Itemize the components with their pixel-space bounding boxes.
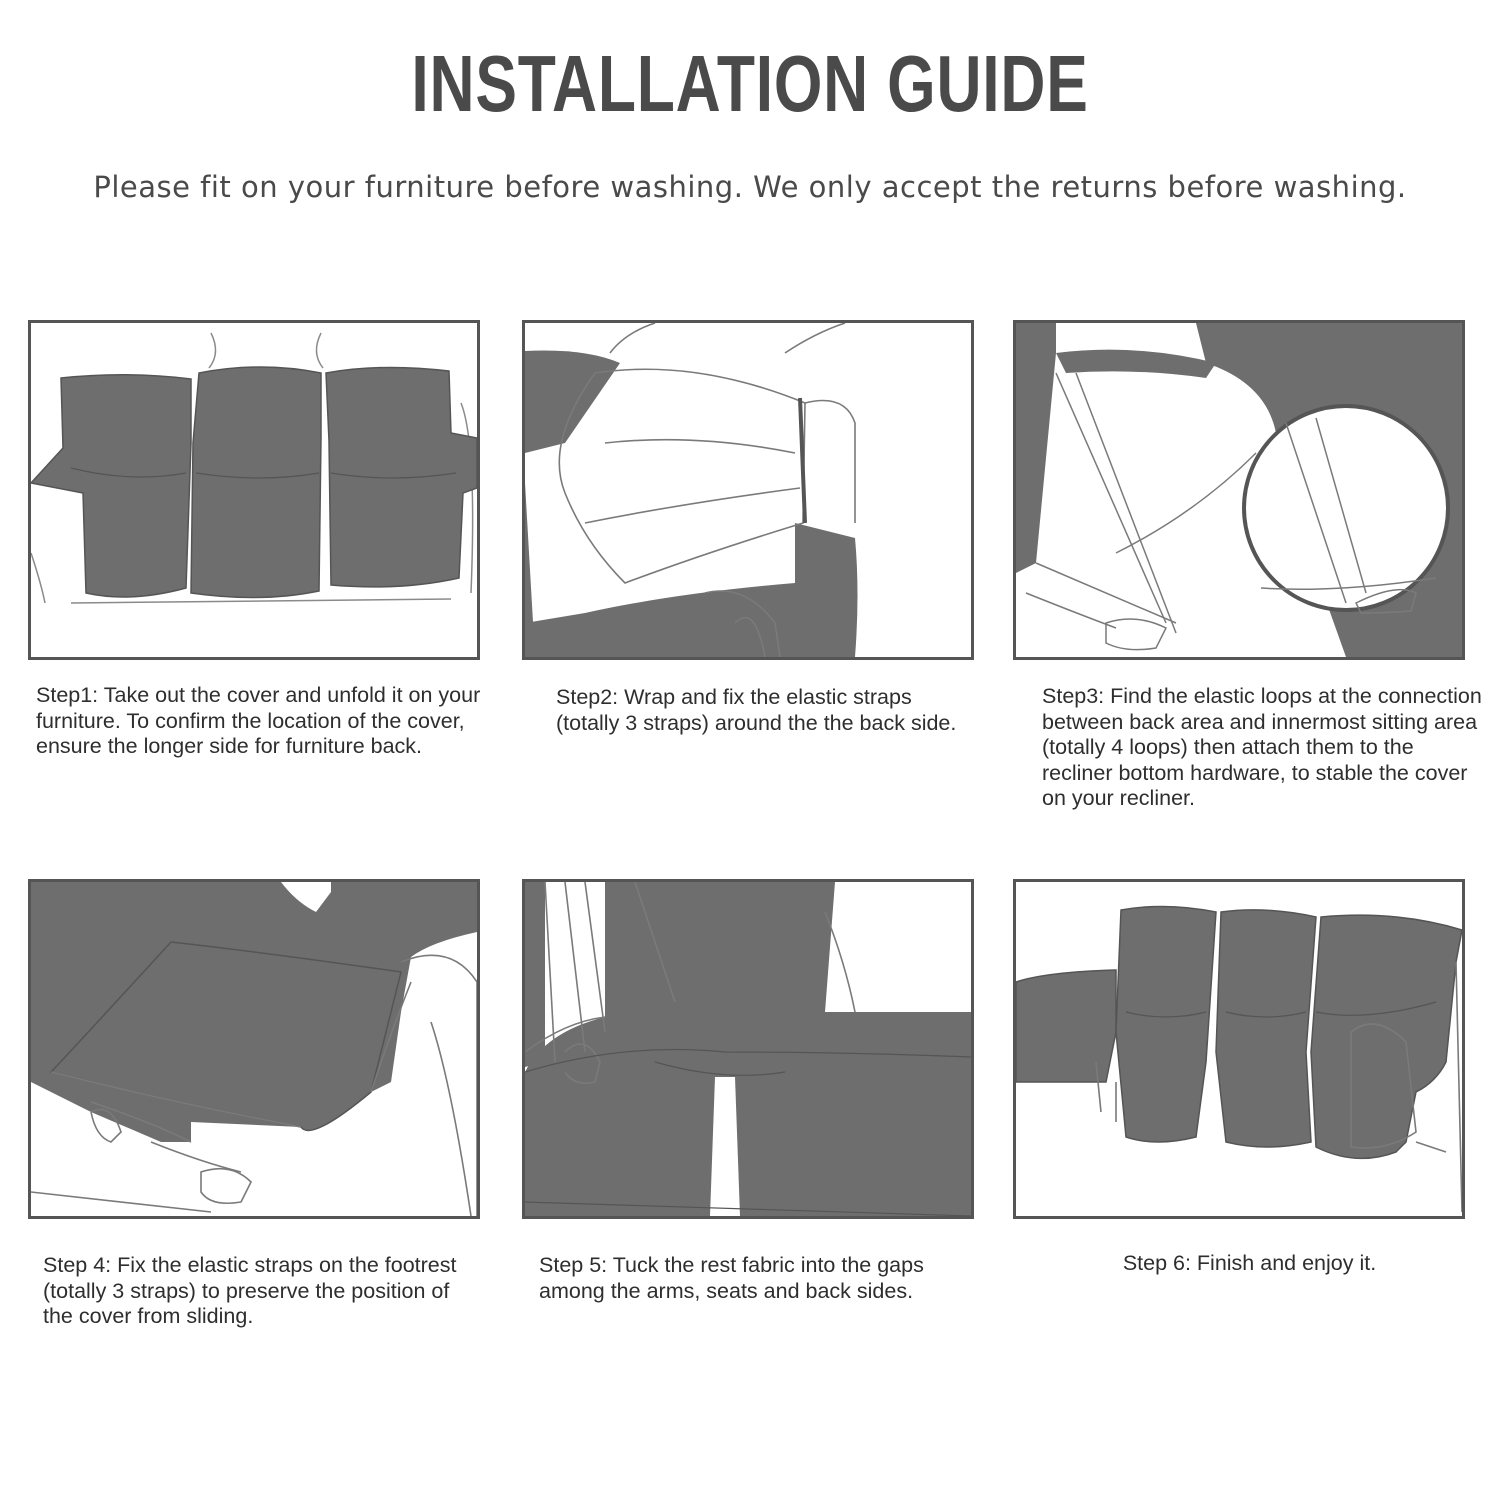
step-2-illustration xyxy=(522,320,974,660)
attach-elastic-loops-drawing xyxy=(1016,323,1462,657)
wrapping-elastic-straps-drawing xyxy=(525,323,971,657)
step-5-caption: Step 5: Tuck the rest fabric into the gaps among the arms, seats and back sides. xyxy=(539,1253,924,1303)
page-subtitle: Please fit on your furniture before washing. We only accept the returns before washing. xyxy=(93,170,1407,204)
step-5-illustration xyxy=(522,879,974,1219)
tuck-fabric-drawing xyxy=(525,882,971,1216)
step-2-caption: Step2: Wrap and fix the elastic straps (totally 3 straps) around the the back side. xyxy=(556,685,957,735)
finished-recliner-cover-drawing xyxy=(1016,882,1462,1216)
step-1-illustration xyxy=(28,320,480,660)
fix-footrest-straps-drawing xyxy=(31,882,477,1216)
step-6-caption: Step 6: Finish and enjoy it. xyxy=(1122,1251,1377,1275)
three-seat-cover-unfolded-drawing xyxy=(31,323,477,657)
step-3-illustration xyxy=(1013,320,1465,660)
step-3-caption: Step3: Find the elastic loops at the connection between back area and innermost sitting area (totally 4 loops) then attach them to the recliner bottom hardware, to stable the cover on your recliner. xyxy=(1042,684,1482,810)
step-1-caption: Step1: Take out the cover and unfold it on your furniture. To confirm the location of the cover, ensure the longer side for furniture back. xyxy=(36,683,481,758)
step-6-illustration xyxy=(1013,879,1465,1219)
step-4-illustration xyxy=(28,879,480,1219)
page-title: INSTALLATION GUIDE xyxy=(411,39,1089,128)
step-4-caption: Step 4: Fix the elastic straps on the footrest (totally 3 straps) to preserve the position of the cover from sliding. xyxy=(43,1253,457,1328)
